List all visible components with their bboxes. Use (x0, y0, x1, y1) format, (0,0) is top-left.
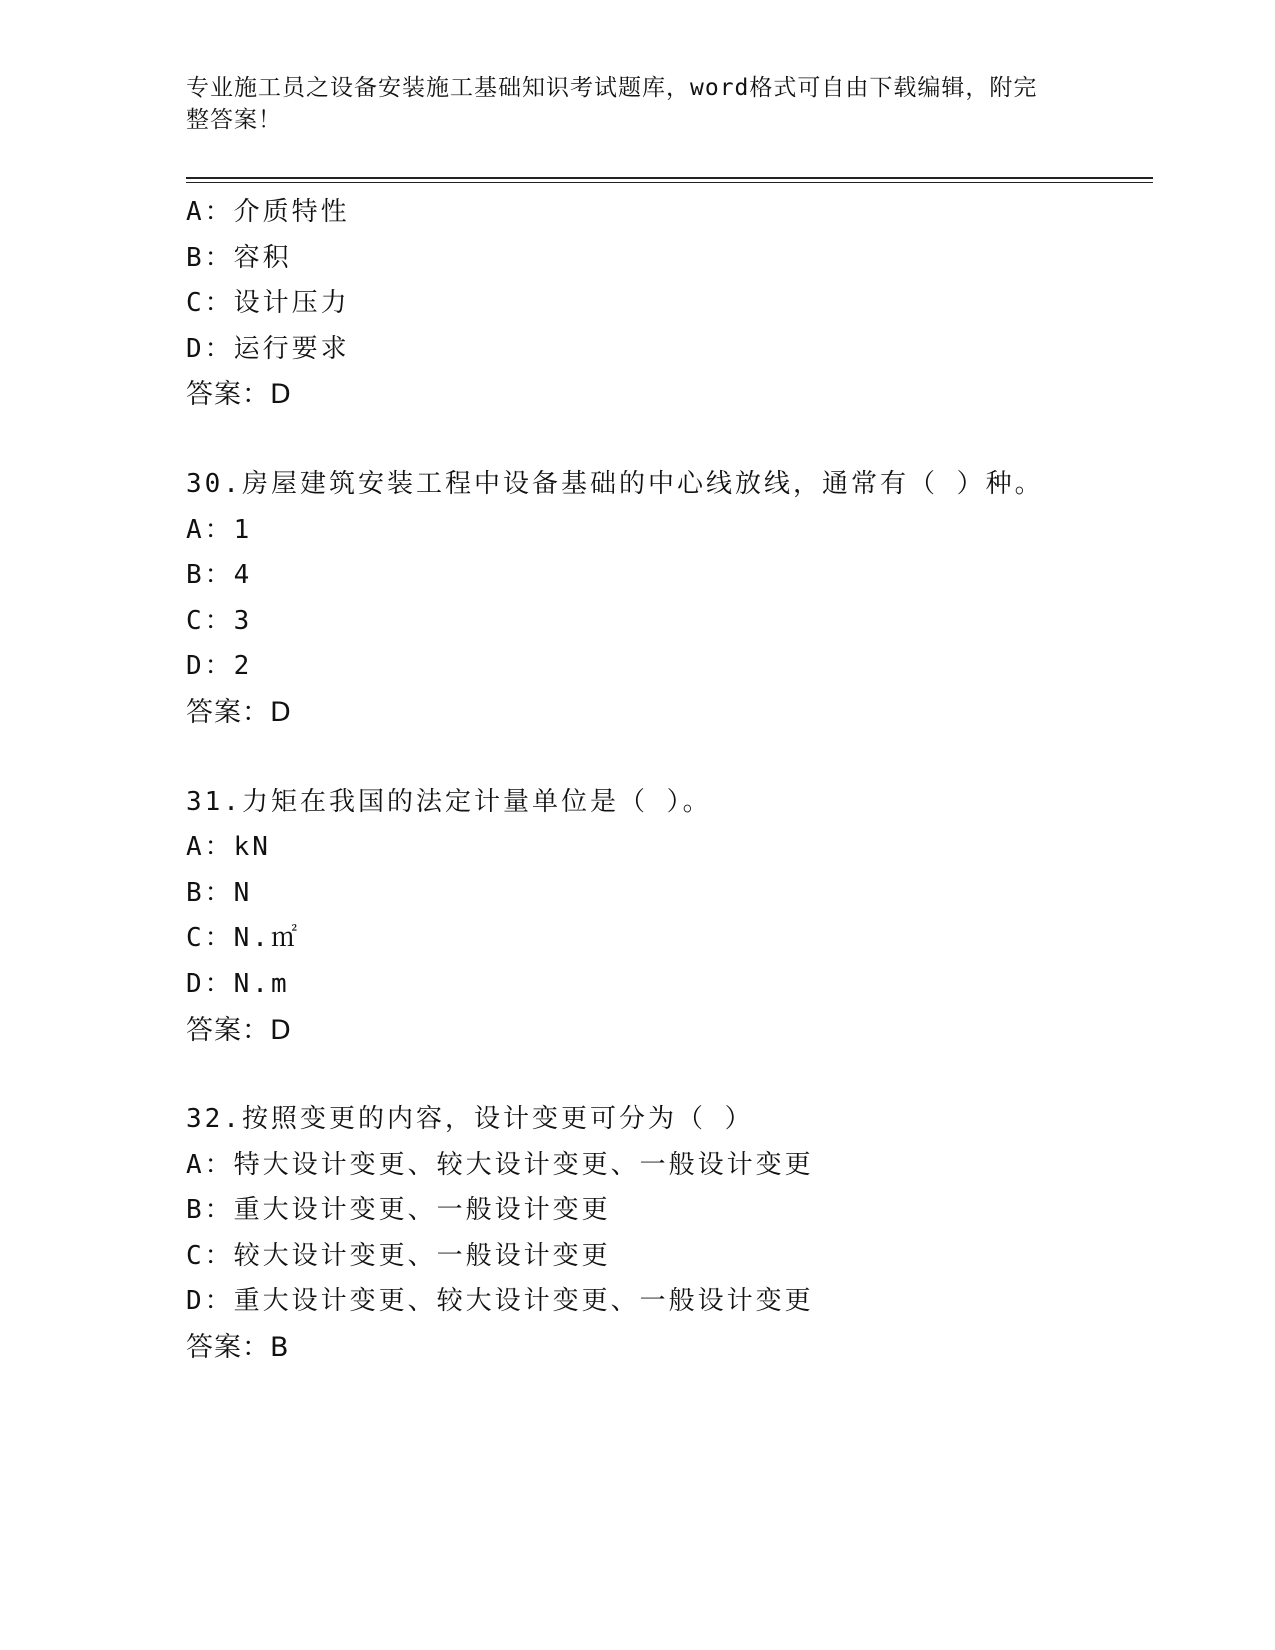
q32-option-c: C：较大设计变更、一般设计变更 (186, 1240, 611, 1271)
question-spacer (186, 418, 1146, 462)
q30-option-b: B：4 (186, 560, 253, 591)
question-29-block (186, 190, 1146, 418)
q31-option-a: A：kN (186, 832, 271, 863)
q30-option-c: C：3 (186, 605, 253, 636)
header-line-2: 整答案！ (186, 107, 282, 133)
q30-option-a: A：1 (186, 514, 253, 545)
header-rule-thin (186, 182, 1153, 183)
q30-option-d: D：2 (186, 651, 253, 682)
q32-answer: 答案：B (186, 1332, 290, 1364)
q31-option-c: C：N.㎡ (186, 923, 300, 954)
q31-option-d: D：N.m (186, 968, 290, 999)
question-32-block (186, 1097, 1146, 1371)
q29-option-c: C：设计压力 (186, 288, 350, 319)
questions-content (186, 190, 1146, 1371)
header-rule-thick (186, 177, 1153, 179)
q31-question: 31.力矩在我国的法定计量单位是（ ）。 (186, 786, 712, 817)
question-spacer (186, 736, 1146, 780)
q31-option-b: B：N (186, 877, 253, 908)
q29-option-d: D：运行要求 (186, 333, 350, 364)
q32-option-a: A：特大设计变更、较大设计变更、一般设计变更 (186, 1149, 814, 1180)
q30-question: 30.房屋建筑安装工程中设备基础的中心线放线，通常有（ ）种。 (186, 468, 1044, 499)
q32-option-d: D：重大设计变更、较大设计变更、一般设计变更 (186, 1286, 814, 1317)
q30-answer: 答案：D (186, 696, 292, 728)
q32-question: 32.按照变更的内容，设计变更可分为（ ） (186, 1104, 754, 1135)
document-header (186, 72, 1066, 136)
q32-option-b: B：重大设计变更、一般设计变更 (186, 1195, 611, 1226)
question-30-block (186, 462, 1146, 736)
question-31-block (186, 780, 1146, 1054)
q29-answer: 答案：D (186, 379, 292, 411)
q31-answer: 答案：D (186, 1014, 292, 1046)
q29-option-a: A：介质特性 (186, 197, 350, 227)
question-spacer (186, 1053, 1146, 1097)
header-line-1: 专业施工员之设备安装施工基础知识考试题库，word格式可自由下载编辑，附完 (186, 75, 1038, 101)
q29-option-b: B：容积 (186, 242, 292, 273)
